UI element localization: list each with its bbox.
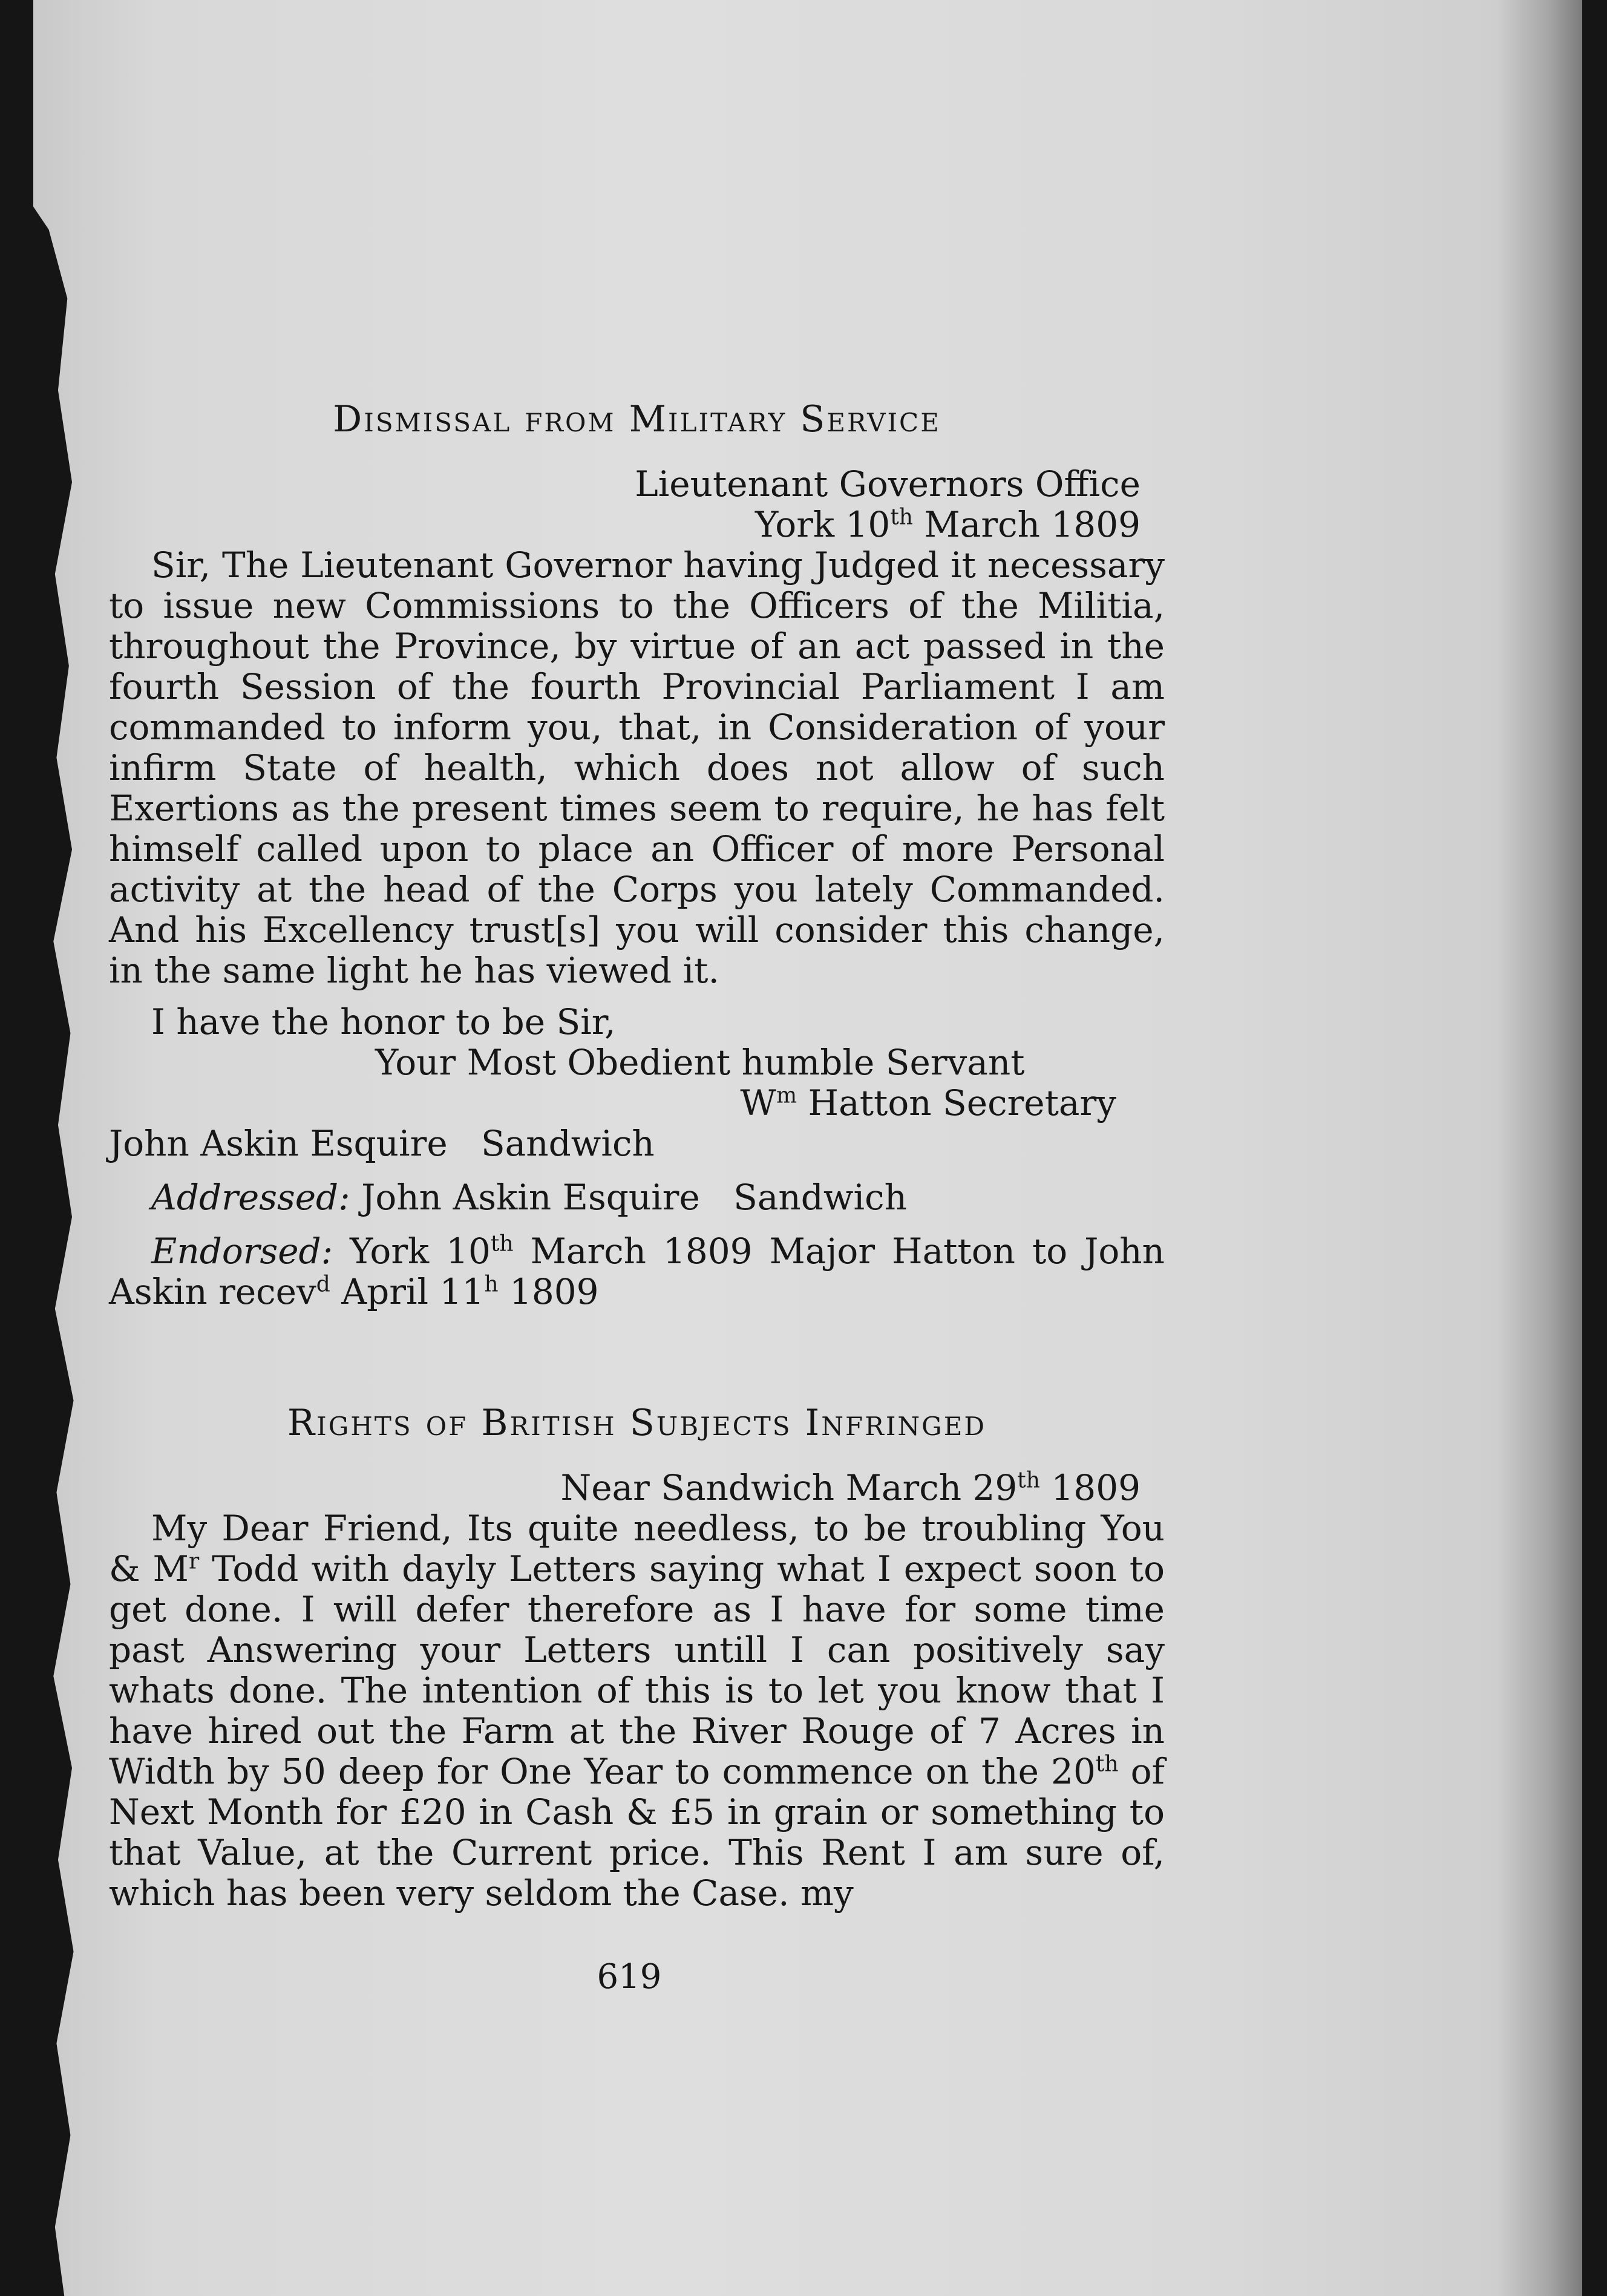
letter2-date: Near Sandwich March 29th 1809 — [560, 1467, 1141, 1508]
letter-body: Sir, The Lieutenant Governor having Judged it necessary to issue new Commissions to the Officers of the Militia, throughout the Province, by virtue of an act passed in the fourth Session of the fourth Provincial Parliament I am commanded to inform you, that, in Consideration of your infirm State of health, which does not allow of such Exertions as the present times seem to require, he has felt himself called upon to place an Officer of more Personal activity at the head of the Corps you lately Commanded. And his Excellency trust[s] you will consider this change, in the same light he has viewed it. — [109, 545, 1165, 991]
letter-closing: I have the honor to be Sir, — [151, 1001, 616, 1042]
letter-date: York 10th March 1809 — [755, 504, 1141, 545]
letter-signer: $W^m$ Hatton Secretary — [740, 1082, 1116, 1123]
endorsed-note: Endorsed: York 10th March 1809 Major Hatton to John Askin recev$^d$ April 11$^h$ 1809 — [109, 1231, 1165, 1312]
page-edge-shadow — [1497, 0, 1582, 2296]
letter-addressee: John Askin Esquire Sandwich — [109, 1123, 655, 1164]
letter-place: Lieutenant Governors Office — [635, 463, 1141, 505]
section-heading-dismissal: Dismissal from Military Service — [333, 398, 941, 440]
page-number: 619 — [597, 1957, 662, 1997]
endorsed-label: Endorsed: — [151, 1231, 333, 1272]
page-content — [109, 399, 1165, 1914]
addressed-note: Addressed: John Askin Esquire Sandwich — [151, 1177, 907, 1218]
letter-signoff: Your Most Obedient humble Servant — [375, 1042, 1025, 1083]
letter2-body: My Dear Friend, Its quite needless, to be troubling You & $M^r$ Todd with dayly Letters saying what I expect soon to get done. I will defer therefore as I have for some time past Answering your Letters untill I can positively say whats done. The intention of this is to let you know that I have hired out the Farm at the River Rouge of 7 Acres in Width by 50 deep for One Year to commence on the 20th of Next Month for £20 in Cash & £5 in grain or something to that Value, at the Current price. This Rent I am sure of, which has been very seldom the Case. my — [109, 1508, 1165, 1914]
section-heading-rights: Rights of British Subjects Infringed — [287, 1402, 987, 1444]
addressed-label: Addressed: — [151, 1177, 350, 1218]
